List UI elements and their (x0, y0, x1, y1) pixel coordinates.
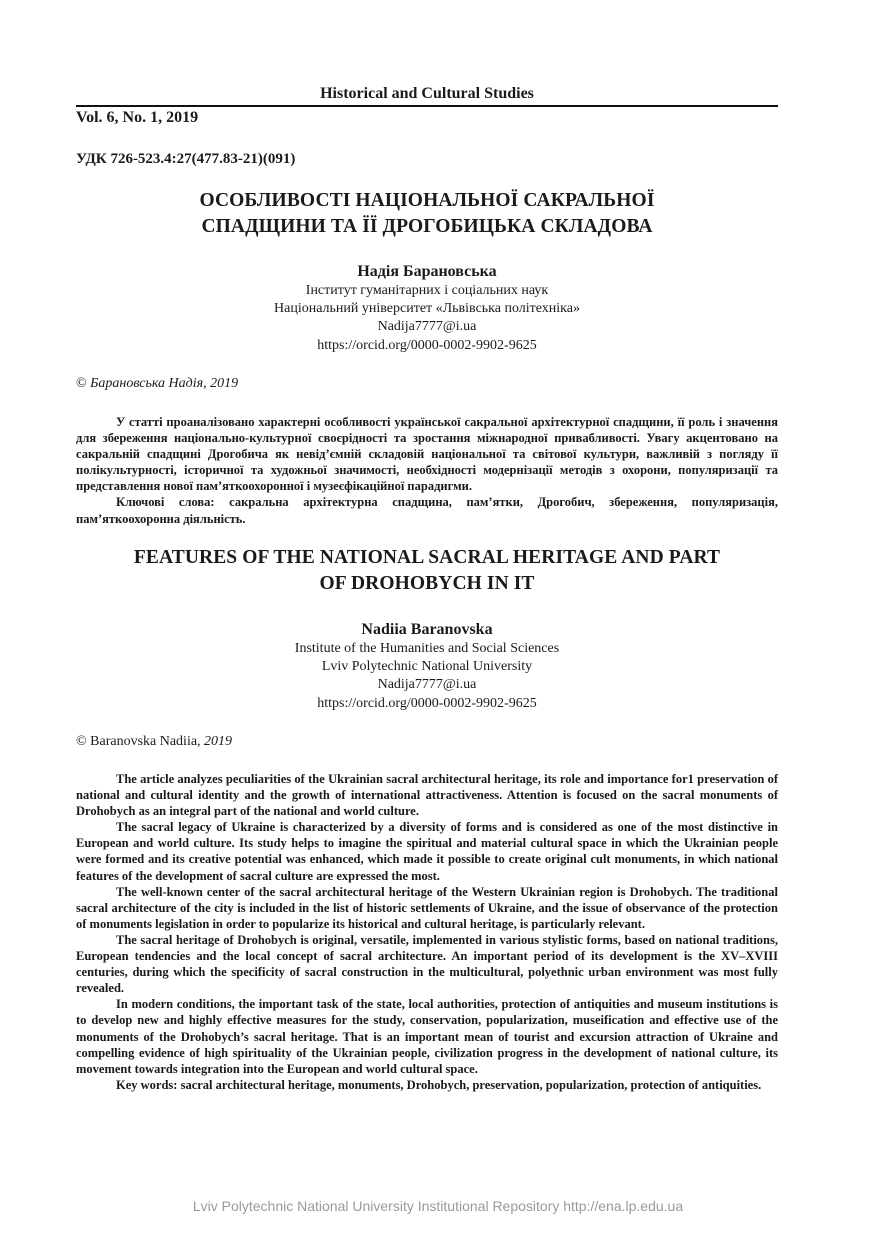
ua-institute: Інститут гуманітарних і соціальних наук (305, 283, 549, 298)
ua-title-line2: СПАДЩИНИ ТА ЇЇ ДРОГОБИЦЬКА СКЛАДОВА (201, 216, 653, 237)
ua-abstract-paragraph: У статті проаналізовано характерні особливості української сакральної архітектурної спадщини, її роль і значення для збереження національно-культурної своєрідності та зростання міжнародної привабливості. Увагу акцентовано на сакральній спадщині Дрогобича як невід’ємній складовій національної та світової культури, важливій з погляду її полікультурності, історичної та художньої значимості, необхідності модернізації методів з охорони, популяризації та представлення нової пам’яткоохоронної і музеєфікаційної парадигми. (76, 415, 778, 494)
ua-copyright-text: Барановська Надія, 2019 (90, 376, 239, 391)
ua-copyright (76, 375, 238, 393)
en-abstract-paragraph-1: The article analyzes peculiarities of the Ukrainian sacral architectural heritage, its role and importance for1 preservation of national and cultural identity and the growth of international attractiveness. Attention is focused on the sacral monuments of Drohobych as an integral part of the national and world culture. (76, 772, 778, 819)
en-abstract-paragraph-3: The well-known center of the sacral architectural heritage of the Western Ukrainian region is Drohobych. The traditional sacral architecture of the city is included in the list of historic settlements of Ukraine, and the issue of observance of the protection of monuments legislation in order to popularize its historical and cultural heritage, is particularly relevant. (76, 884, 778, 931)
ua-copyright-symbol: © (76, 376, 87, 391)
en-author-block (76, 620, 778, 713)
ua-title (76, 188, 778, 240)
en-copyright (76, 733, 232, 751)
en-abstract (76, 771, 778, 1093)
en-copyright-year: 2019 (204, 734, 233, 749)
en-author-name: Nadiia Baranovska (361, 621, 493, 638)
en-abstract-paragraph-5: In modern conditions, the important task of the state, local authorities, protection of antiquities and museum institutions is to develop new and highly effective measures for the study, conservation, popularization, museification and effective use of the monuments of the Drohobych’s sacral heritage. That is an important mean of tourist and excursion attraction of Ukraine and compelling evidence of high spirituality of the Ukrainian people, civilization progress in the development of national culture, its movement towards integration into the European and world cultural space. (76, 997, 778, 1076)
en-title-line1: FEATURES OF THE NATIONAL SACRAL HERITAGE AND PART (133, 547, 721, 568)
en-email: Nadija7777@i.ua (377, 677, 477, 693)
en-keywords: Key words: sacral architectural heritage, monuments, Drohobych, preservation, popularization, protection of antiquities. (116, 1077, 762, 1092)
volume-info: Vol. 6, No. 1, 2019 (76, 109, 199, 126)
ua-keywords: Ключові слова: сакральна архітектурна спадщина, пам’ятки, Дрогобич, збереження, популяризація, пам’яткоохоронна діяльність. (76, 495, 778, 526)
en-abstract-paragraph-4: The sacral heritage of Drohobych is original, versatile, implemented in various stylistic forms, based on national traditions, European tendencies and the local concept of sacral architecture. An important period of its development is the XV–XVIII centuries, during which the specificity of sacral construction in the multicultural, polyethnic urban environment was most fully revealed. (76, 932, 778, 996)
ua-author-block (76, 262, 778, 355)
udk-code: УДК 726-523.4:27(477.83-21)(091) (76, 151, 296, 167)
journal-title: Historical and Cultural Studies (320, 85, 534, 102)
header-rule (76, 105, 778, 107)
en-institute: Institute of the Humanities and Social Sciences (294, 641, 560, 656)
ua-author-name: Надія Барановська (357, 263, 497, 280)
ua-email: Nadija7777@i.ua (377, 319, 477, 335)
ua-title-line1: ОСОБЛИВОСТІ НАЦІОНАЛЬНОЇ САКРАЛЬНОЇ (199, 190, 655, 211)
en-title-line2: OF DROHOBYCH IN IT (319, 573, 535, 594)
repository-footer: Lviv Polytechnic National University Institutional Repository http://ena.lp.edu.ua (192, 1198, 684, 1214)
en-title (76, 545, 778, 597)
en-orcid: https://orcid.org/0000-0002-9902-9625 (317, 695, 537, 711)
en-university: Lviv Polytechnic National University (321, 659, 533, 675)
en-copyright-name: © Baranovska Nadiia, (76, 734, 201, 749)
ua-orcid: https://orcid.org/0000-0002-9902-9625 (317, 337, 537, 353)
ua-university: Національний університет «Львівська політехніка» (274, 301, 580, 317)
ua-abstract (76, 414, 778, 527)
en-abstract-paragraph-2: The sacral legacy of Ukraine is characterized by a diversity of forms and is considered as one of the most distinctive in European and world culture. Its study helps to imagine the spiritual and material cultural space in which the Ukrainian people were formed and its creative potential was enhanced, which made it possible to create original cult monuments, in which national features of the development of sacral culture are expressed the most. (76, 820, 778, 883)
